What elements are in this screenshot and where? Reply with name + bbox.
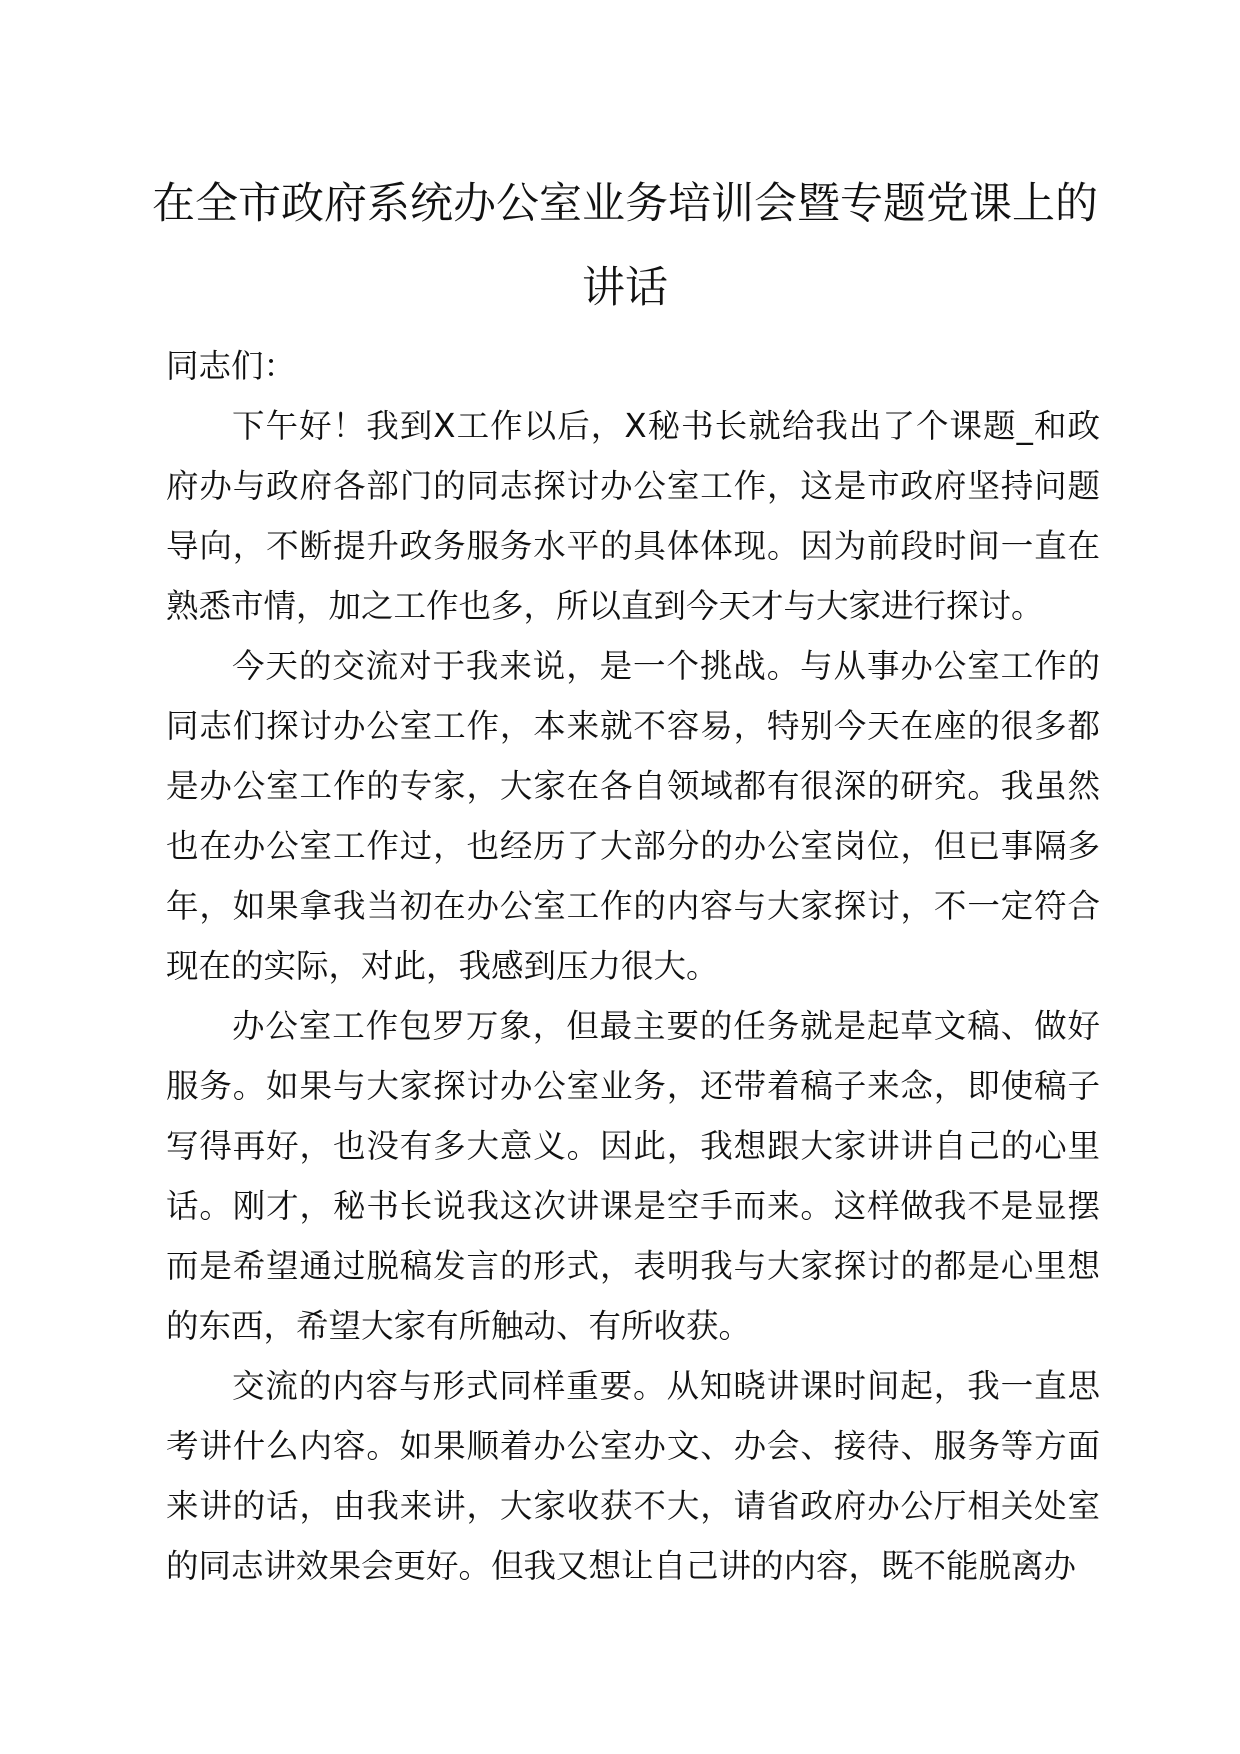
paragraph: 交流的内容与形式同样重要。从知晓讲课时间起，我一直思考讲什么内容。如果顺着办公室办文、办会、接待、服务等方面来讲的话，由我来讲，大家收获不大，请省政府办公厅相关处室的同志讲效果会更好。但我又想让自己讲的内容，既不能脱离办: [166, 1367, 1100, 1585]
paragraph: 下午好！我到X工作以后，X秘书长就给我出了个课题_和政府办与政府各部门的同志探讨办公室工作，这是市政府坚持问题导向，不断提升政务服务水平的具体体现。因为前段时间一直在熟悉市情，加之工作也多，所以直到今天才与大家进行探讨。: [166, 407, 1100, 625]
paragraph: 今天的交流对于我来说，是一个挑战。与从事办公室工作的同志们探讨办公室工作，本来就不容易，特别今天在座的很多都是办公室工作的专家，大家在各自领域都有很深的研究。我虽然也在办公室工作过，也经历了大部分的办公室岗位，但已事隔多年，如果拿我当初在办公室工作的内容与大家探讨，不一定符合现在的实际，对此，我感到压力很大。: [166, 647, 1100, 985]
document-title: 在全市政府系统办公室业务培训会暨专题党课上的讲话: [152, 179, 1098, 313]
document-body: [166, 336, 1100, 1596]
paragraph: 办公室工作包罗万象，但最主要的任务就是起草文稿、做好服务。如果与大家探讨办公室业务，还带着稿子来念，即使稿子写得再好，也没有多大意义。因此，我想跟大家讲讲自己的心里话。刚才，秘书长说我这次讲课是空手而来。这样做我不是显摆而是希望通过脱稿发言的形式，表明我与大家探讨的都是心里想的东西，希望大家有所触动、有所收获。: [166, 1007, 1100, 1345]
salutation: 同志们：: [166, 347, 297, 385]
